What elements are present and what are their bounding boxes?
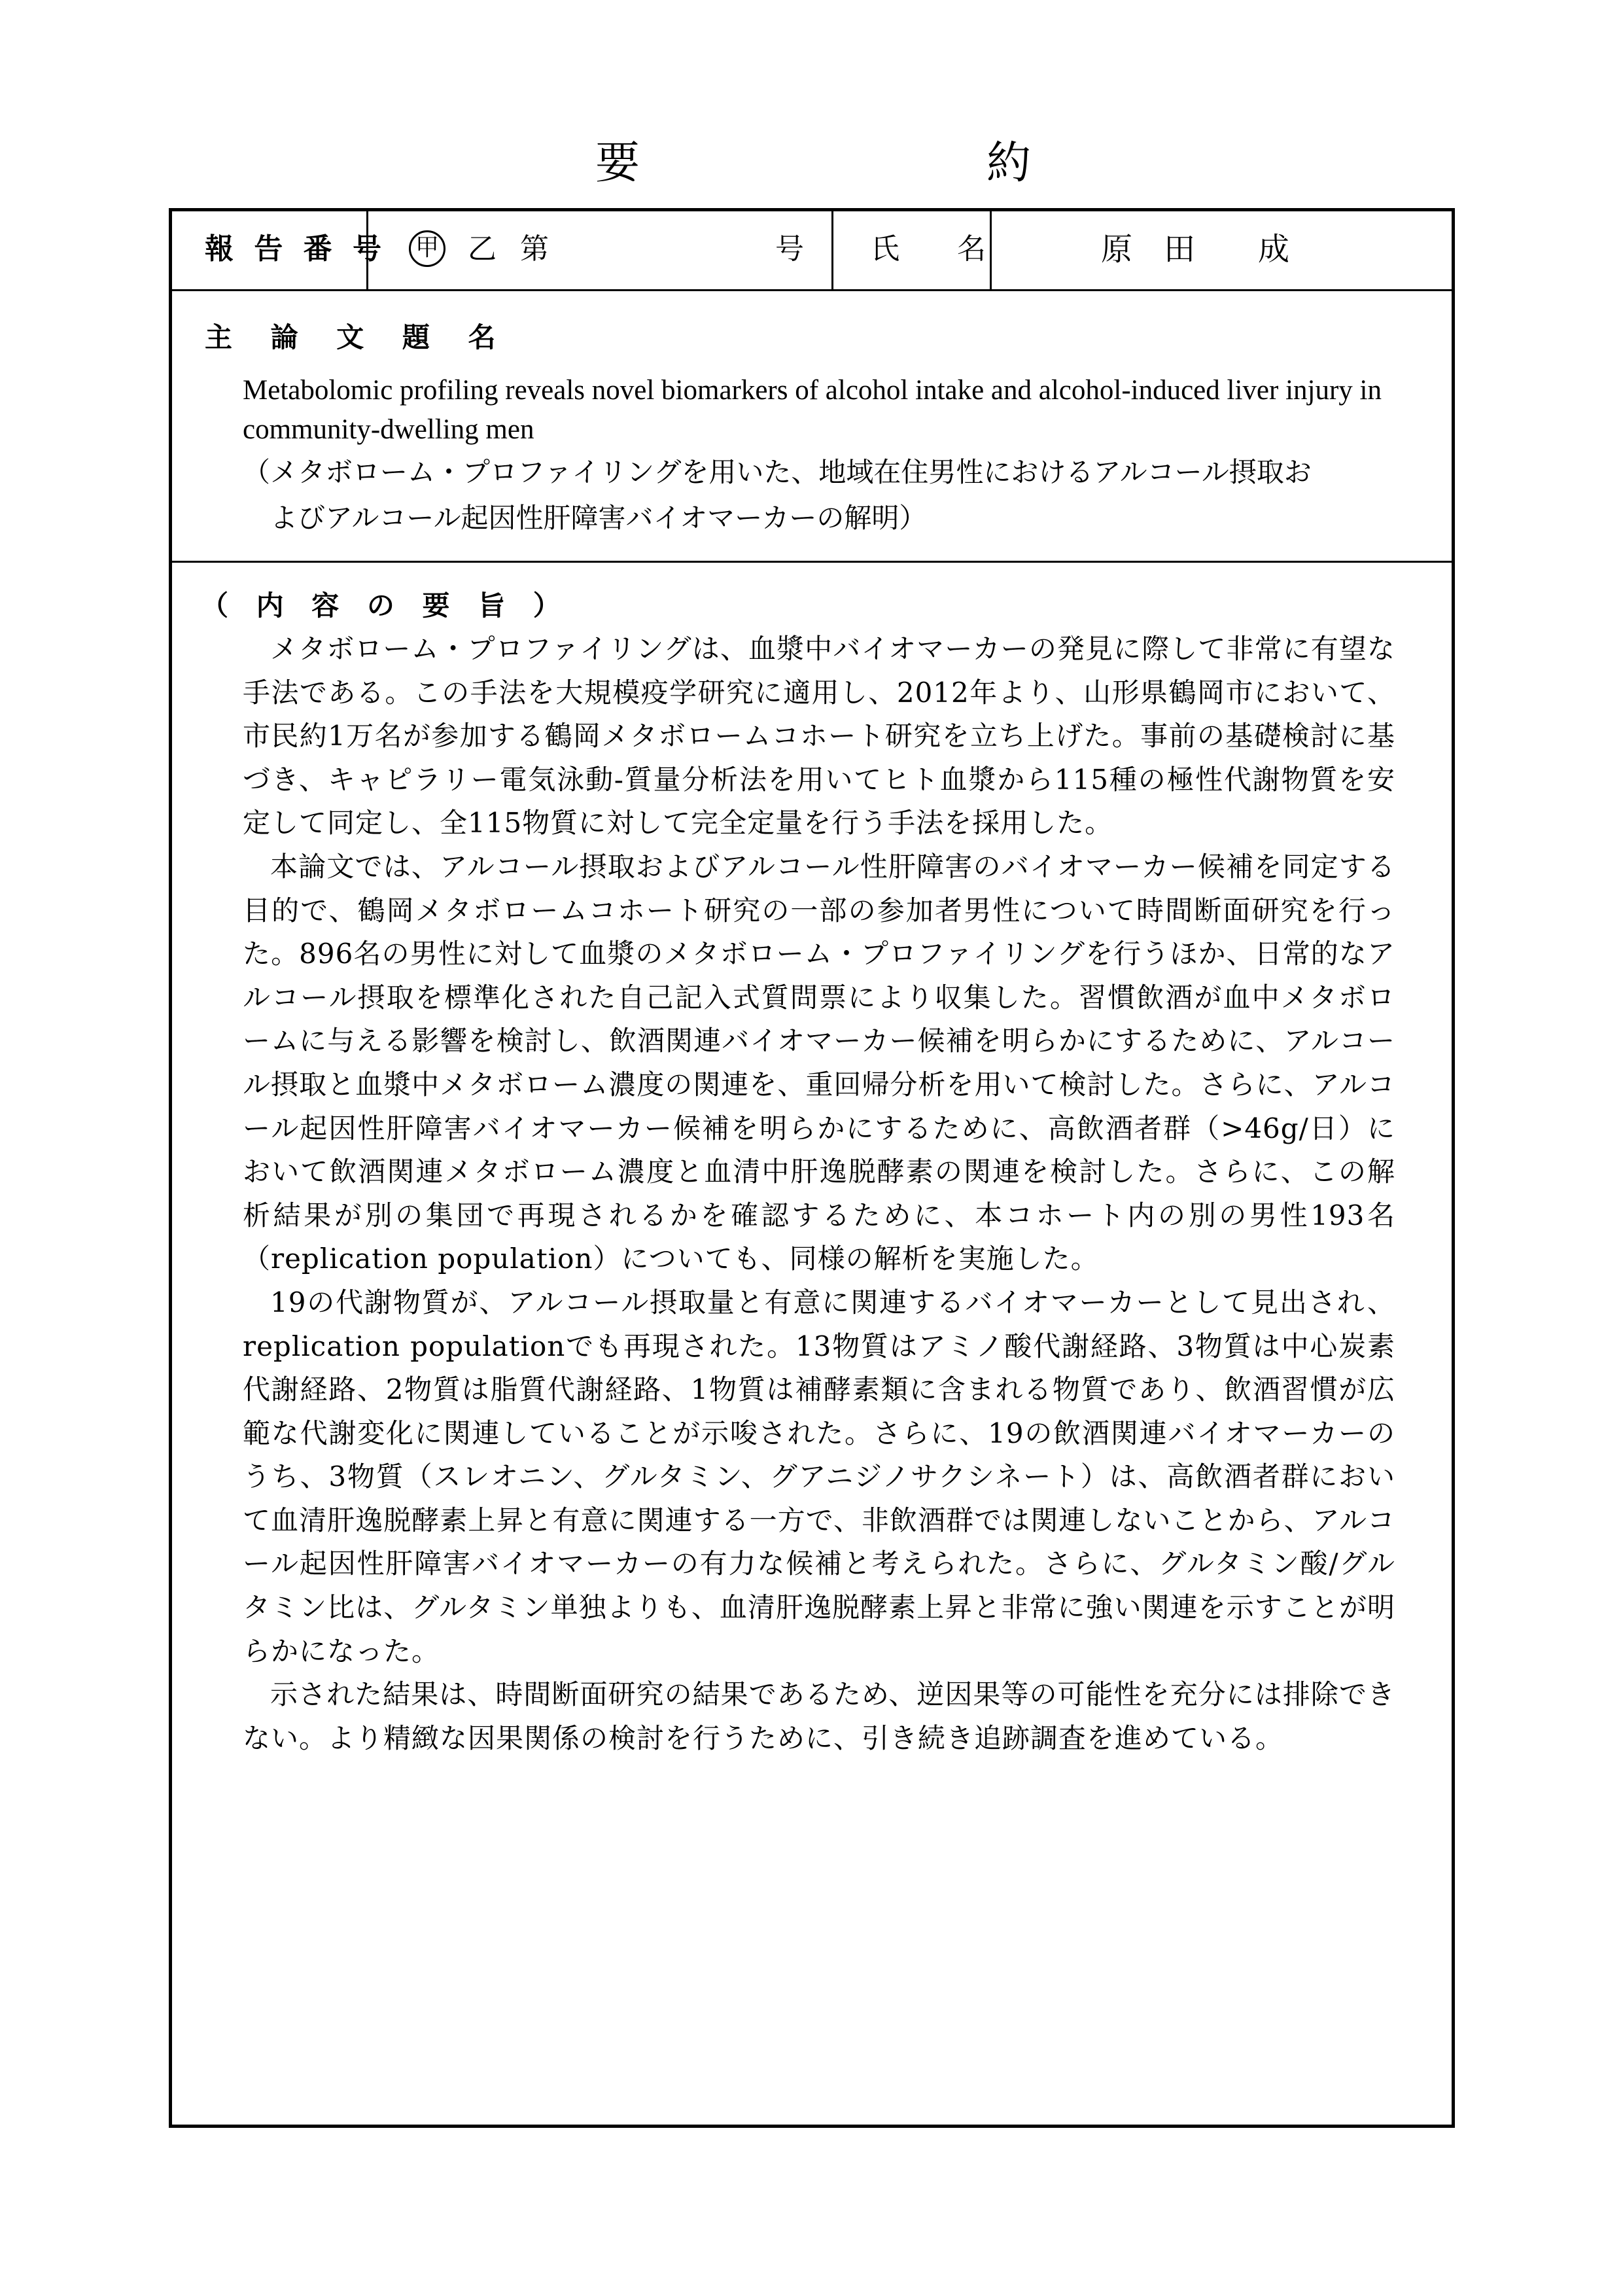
divider bbox=[831, 211, 833, 289]
kou-mark: 甲 bbox=[409, 230, 445, 267]
thesis-title-english: Metabolomic profiling reveals novel biomarkers of alcohol intake and alcohol-induced liver injury in community-dwelling men bbox=[243, 375, 1382, 445]
thesis-title-section bbox=[172, 291, 1452, 563]
dai-label: 第 bbox=[520, 232, 549, 266]
page-title-right: 約 bbox=[986, 137, 1032, 189]
divider bbox=[990, 211, 992, 289]
thesis-title-japanese-line1: （メタボローム・プロファイリングを用いた、地域在住男性におけるアルコール摂取お bbox=[243, 456, 1312, 488]
report-number-label: 報 告 番 号 bbox=[205, 232, 387, 266]
report-number-row bbox=[172, 211, 1452, 291]
summary-paragraph: 19の代謝物質が、アルコール摂取量と有意に関連するバイオマーカーとして見出され、replication populationでも再現された。13物質はアミノ酸代謝経路、3物質は中心炭素代謝経路、2物質は脂質代謝経路、1物質は補酵素類に含まれる物質であり、飲酒習慣が広範な代謝変化に関連していることが示唆された。さらに、19の飲酒関連バイオマーカーのうち、3物質（スレオニン、グルタミン、グアニジノサクシネート）は、高飲酒者群において血清肝逸脱酵素上昇と有意に関連する一方で、非飲酒群では関連しないことから、アルコール起因性肝障害バイオマーカーの有力な候補と考えられた。さらに、グルタミン酸/グルタミン比は、グルタミン単独よりも、血清肝逸脱酵素上昇と非常に強い関連を示すことが明らかになった。 bbox=[243, 1286, 1395, 1667]
summary-form bbox=[169, 208, 1455, 2128]
divider bbox=[366, 211, 368, 289]
summary-paragraph: 示された結果は、時間断面研究の結果であるため、逆因果等の可能性を充分には排除できない。より精緻な因果関係の検討を行うために、引き続き追跡調査を進めている。 bbox=[243, 1678, 1395, 1754]
content-summary-body bbox=[243, 627, 1395, 1760]
thesis-title-japanese-line2: よびアルコール起因性肝障害バイオマーカーの解明） bbox=[270, 502, 927, 534]
summary-paragraph: メタボローム・プロファイリングは、血漿中バイオマーカーの発見に際して非常に有望な手法である。この手法を大規模疫学研究に適用し、2012年より、山形県鶴岡市において、市民約1万名が参加する鶴岡メタボロームコホート研究を立ち上げた。事前の基礎検討に基づき、キャピラリー電気泳動-質量分析法を用いてヒト血漿から115種の極性代謝物質を安定して同定し、全115物質に対して完全定量を行う手法を採用した。 bbox=[243, 633, 1395, 839]
name-label: 氏 名 bbox=[871, 232, 986, 266]
thesis-title-japanese bbox=[243, 450, 1394, 541]
content-summary-label: （ 内 容 の 要 旨 ） bbox=[201, 590, 570, 622]
thesis-title-label: 主 論 文 題 名 bbox=[205, 321, 510, 353]
summary-paragraph: 本論文では、アルコール摂取およびアルコール性肝障害のバイオマーカー候補を同定する目的で、鶴岡メタボロームコホート研究の一部の参加者男性について時間断面研究を行った。896名の男性に対して血漿のメタボローム・プロファイリングを行うほか、日常的なアルコール摂取を標準化された自己記入式質問票により収集した。習慣飲酒が血中メタボロームに与える影響を検討し、飲酒関連バイオマーカー候補を明らかにするために、アルコール摂取と血漿中メタボローム濃度の関連を、重回帰分析を用いて検討した。さらに、アルコール起因性肝障害バイオマーカー候補を明らかにするために、高飲酒者群（>46g/日）において飲酒関連メタボローム濃度と血清中肝逸脱酵素の関連を検討した。さらに、この解析結果が別の集団で再現されるかを確認するために、本コホート内の別の男性193名（replication population）についても、同様の解析を実施した。 bbox=[243, 850, 1395, 1275]
page-title-left: 要 bbox=[595, 137, 640, 189]
author-name: 原 田 成 bbox=[1101, 231, 1290, 268]
otsu-label: 乙 bbox=[468, 232, 497, 266]
kou-circle bbox=[409, 211, 445, 287]
gou-label: 号 bbox=[775, 232, 804, 266]
